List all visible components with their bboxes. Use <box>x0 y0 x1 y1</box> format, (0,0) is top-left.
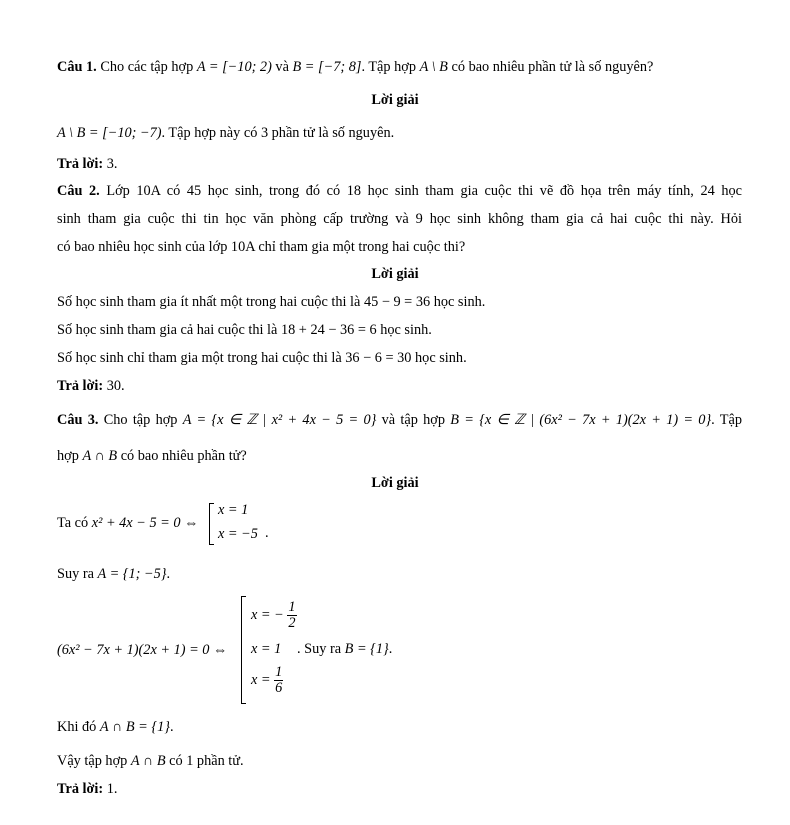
q2-step3-expr: 36 − 6 = 30 <box>345 350 412 366</box>
q1-text-and: và <box>275 59 289 75</box>
q3-statement-line2: hợp A ∩ B có bao nhiêu phần tử? <box>57 448 247 464</box>
q1-solution <box>57 124 394 142</box>
q1-answer-label: Trả lời: <box>57 156 104 172</box>
q3-solution-title: Lời giải <box>371 475 419 491</box>
q1-text: Cho các tập hợp <box>100 59 194 75</box>
q3-set-b-def: B = {x ∈ ℤ | (6x² − 7x + 1)(2x + 1) = 0} <box>450 412 712 428</box>
q2-answer-value: 30. <box>106 378 125 394</box>
q2-statement-line3: có bao nhiêu học sinh của lớp 10A chỉ tham gia một trong hai cuộc thi? <box>57 239 466 255</box>
q3-eq1-root2: x = −5 <box>218 526 258 542</box>
q1-text-2: . Tập hợp <box>361 59 416 75</box>
q3-intersection-result: A ∩ B = {1} <box>99 719 170 735</box>
q3-eq1-period: . <box>265 525 269 541</box>
q3-statement-line1: Câu 3. Cho tập hợp A = {x ∈ ℤ | x² + 4x − 5 = 0} và tập hợp B = {x ∈ ℤ | (6x² − 7x + 1)(2x + 1) = 0}. Tập <box>57 412 742 428</box>
q3-eq1-root1: x = 1 <box>218 502 249 518</box>
q2-statement-line1: Câu 2. Lớp 10A có 45 học sinh, trong đó có 18 học sinh tham gia cuộc thi vẽ đồ họa trên máy tính, 24 học <box>57 183 742 199</box>
q3-eq2 <box>57 641 227 659</box>
q3-conclusion: Vậy tập hợp A ∩ B có 1 phần tử. <box>57 753 244 769</box>
q2-solution-title: Lời giải <box>371 266 419 282</box>
q3-set-a-result: A = {1; −5} <box>97 566 167 582</box>
q3-intersection: A ∩ B <box>82 448 118 464</box>
q3-eq1: x² + 4x − 5 = 0 ⇔ <box>91 515 199 531</box>
q2-step1-expr: 45 − 9 = 36 <box>363 294 431 310</box>
q2-answer <box>57 377 125 395</box>
q2-solution-step3: Số học sinh chỉ tham gia một trong hai cuộc thi là 36 − 6 = 30 học sinh. <box>57 350 467 366</box>
q2-step2-expr: 18 + 24 − 36 = 6 <box>280 322 377 338</box>
q3-step1: Ta có x² + 4x − 5 = 0 ⇔ <box>57 515 199 531</box>
q1-solution-title: Lời giải <box>371 92 419 108</box>
q1-solution-text: . Tập hợp này có 3 phần tử là số nguyên. <box>161 125 395 141</box>
q2-label: Câu 2. <box>57 183 100 199</box>
q3-eq1-bracket <box>209 503 214 545</box>
q2-answer-label: Trả lời: <box>57 378 104 394</box>
q3-suyra-b: . Suy ra B = {1}. <box>297 641 393 657</box>
q1-set-a: A = [−10; 2) <box>196 59 272 75</box>
q3-eq2-bracket <box>241 596 246 704</box>
q3-set-a-def: A = {x ∈ ℤ | x² + 4x − 5 = 0} <box>182 412 377 428</box>
q2-solution-step2: Số học sinh tham gia cả hai cuộc thi là 18 + 24 − 36 = 6 học sinh. <box>57 322 432 338</box>
q1-set-b: B = [−7; 8] <box>292 59 362 75</box>
q1-label: Câu 1. <box>57 59 97 75</box>
q3-eq2-root1: x = − $\frac{1}{2}$ <box>251 599 296 631</box>
q3-label: Câu 3. <box>57 412 99 428</box>
q3-suyra-a: Suy ra A = {1; −5}. <box>57 566 171 582</box>
q3-answer <box>57 780 117 798</box>
q1-solution-expr: A \ B = [−10; −7) <box>57 125 162 141</box>
q3-set-b-result: B = {1} <box>344 641 389 657</box>
q3-answer-label: Trả lời: <box>57 781 104 797</box>
q1-answer-value: 3. <box>106 156 118 172</box>
q3-answer-value: 1. <box>106 781 118 797</box>
q3-khido: Khi đó A ∩ B = {1}. <box>57 719 174 735</box>
q3-eq2-root2: x = 1 <box>251 641 282 657</box>
q3-eq2-root3: x = $\frac{1}{6}$ <box>251 664 283 696</box>
q1-statement <box>57 58 653 76</box>
q2-statement-line2: sinh tham gia cuộc thi tin học văn phòng cấp trường và 9 học sinh không tham gia cả hai cuộc thi này. Hỏi <box>57 211 742 227</box>
q3-eq2-lhs: (6x² − 7x + 1)(2x + 1) = 0 ⇔ <box>57 642 228 658</box>
q1-text-3: có bao nhiêu phần tử là số nguyên? <box>451 59 654 75</box>
q2-solution-step1: Số học sinh tham gia ít nhất một trong hai cuộc thi là 45 − 9 = 36 học sinh. <box>57 294 486 310</box>
q1-difference: A \ B <box>419 59 448 75</box>
q1-answer <box>57 155 117 173</box>
